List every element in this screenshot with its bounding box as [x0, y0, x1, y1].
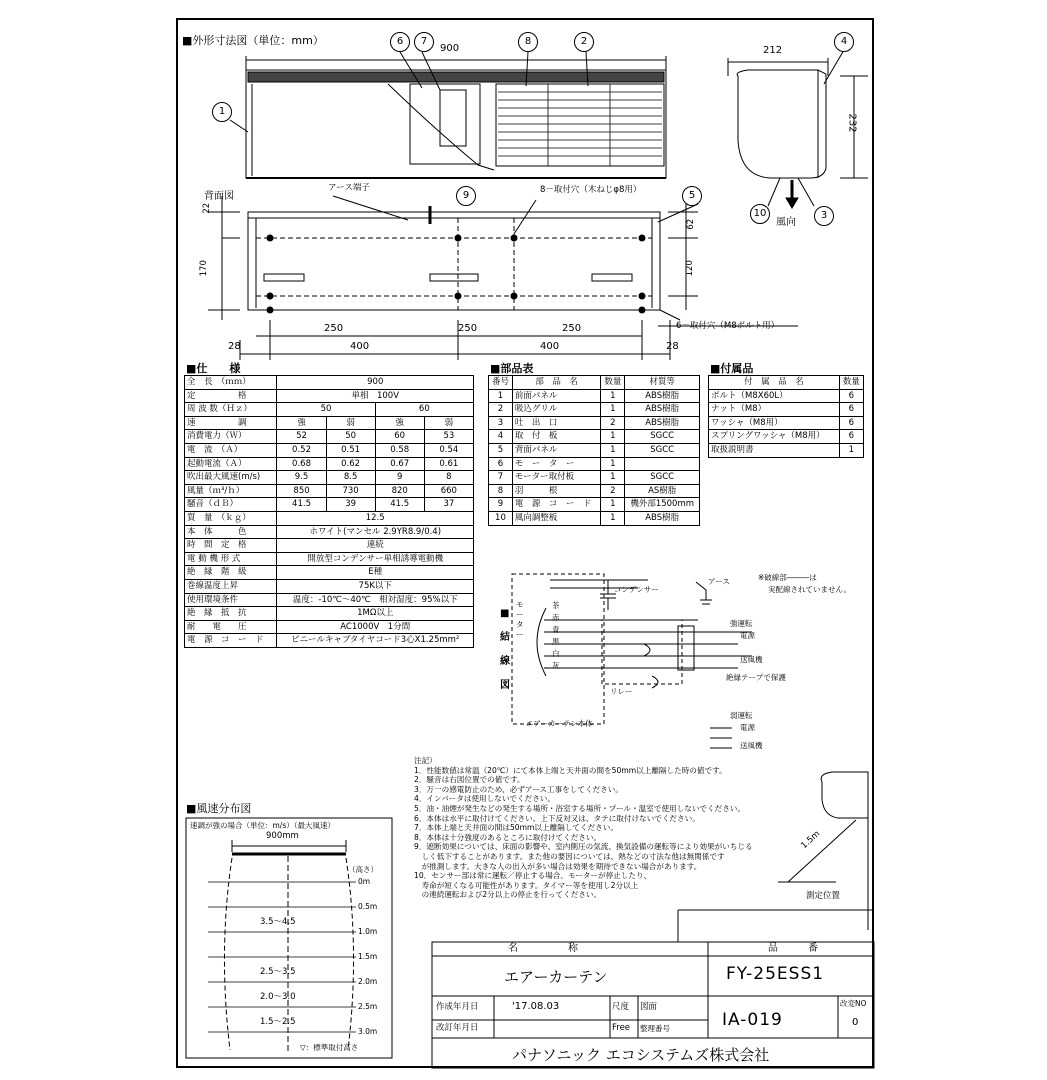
parts-cell: 羽 根	[512, 484, 601, 498]
relay-label: リレー	[610, 687, 633, 696]
parts-cell: 1	[601, 403, 625, 417]
tape-label: 絶縁テープで保護	[726, 673, 786, 682]
drawing-sheet	[176, 18, 874, 1068]
note-line: 4．インバータは使用しないでください。	[414, 794, 555, 804]
parts-header: 部 品 名	[512, 376, 601, 390]
parts-cell: SGCC	[625, 443, 700, 457]
spec-value: 39	[326, 498, 375, 512]
tb-doc-number: IA-019	[722, 1010, 783, 1030]
spec-label: 吹出最大風速(m/s)	[185, 471, 277, 485]
note-line: が推測します。大きな人の出入が多い場合は効果を期待できない場合があります。	[414, 861, 702, 871]
note-line: 7．本体上端と天井面の間は50mm以上離隔してください。	[414, 823, 618, 833]
parts-cell: ABS樹脂	[625, 511, 700, 525]
tb-drawing-header: 図面	[640, 1002, 658, 1012]
power-label-1: 電源	[740, 631, 755, 640]
note-line: 6．本体は水平に取付けてください。上下反対又は、タテに取付けないでください。	[414, 813, 700, 823]
spec-value: 850	[277, 484, 326, 498]
parts-cell: モ ー タ ー	[512, 457, 601, 471]
measure-position: 測定位置	[806, 891, 841, 901]
accessory-header: 付 属 品 名	[709, 376, 840, 390]
wind-level-label: 1.0m	[358, 927, 378, 936]
back-title: 背面図	[204, 191, 234, 202]
spec-row	[185, 593, 474, 607]
wind-title: ■風速分布図	[186, 802, 252, 815]
wind-level-label: 1.5m	[358, 952, 378, 961]
note-line: 8．本体は十分強度のあるところに取付けてください。	[414, 832, 602, 842]
parts-cell: 3	[489, 416, 513, 430]
spec-label: 絶 縁 階 級	[185, 566, 277, 580]
spec-label: 本 体 色	[185, 525, 277, 539]
parts-cell: ABS樹脂	[625, 416, 700, 430]
spec-row	[185, 457, 474, 471]
wind-value-2: 2.5～3.5	[260, 967, 296, 977]
accessory-cell: ナット（M8）	[709, 403, 840, 417]
spec-row	[185, 389, 474, 403]
spec-row	[185, 376, 474, 390]
parts-cell: SGCC	[625, 430, 700, 444]
table-row	[489, 498, 700, 512]
wire-gray: 灰	[552, 661, 560, 670]
dim-250-a: 250	[324, 323, 344, 334]
spec-value: 0.52	[277, 443, 326, 457]
dim-900: 900	[440, 43, 460, 54]
accessories-table	[708, 375, 864, 458]
spec-value: 60	[375, 430, 424, 444]
parts-cell: ABS樹脂	[625, 389, 700, 403]
spec-value: 660	[424, 484, 473, 498]
parts-cell: 2	[601, 484, 625, 498]
parts-cell: 取 付 板	[512, 430, 601, 444]
spec-value: 1MΩ以上	[277, 607, 474, 621]
wire-red: 赤	[552, 613, 560, 622]
parts-cell: 1	[601, 389, 625, 403]
parts-cell: 1	[601, 443, 625, 457]
spec-row	[185, 566, 474, 580]
note-line: 3．万一の感電防止のため、必ずアース工事をしてください。	[414, 784, 623, 794]
parts-header: 番号	[489, 376, 513, 390]
power-label-2: 電源	[740, 723, 755, 732]
fan-label-2: 送風機	[740, 741, 763, 750]
note-line: 1．性能数値は常温（20℃）にて本体上端と天井面の間を50mm以上離隔した時の値です。	[414, 765, 727, 775]
parts-header: 数量	[601, 376, 625, 390]
spec-label: 電 動 機 形 式	[185, 552, 277, 566]
spec-label: 定 格	[185, 389, 277, 403]
spec-value: 0.62	[326, 457, 375, 471]
body-label: エアーカーテン本体	[526, 719, 593, 728]
parts-table	[488, 375, 700, 526]
callout-3: 3	[814, 206, 834, 226]
dim-250-b: 250	[458, 323, 478, 334]
tb-product-name: エアーカーテン	[504, 968, 608, 986]
parts-cell: 8	[489, 484, 513, 498]
accessory-header: 数量	[839, 376, 863, 390]
spec-value: 0.54	[424, 443, 473, 457]
spec-row	[185, 484, 474, 498]
spec-value: 0.51	[326, 443, 375, 457]
parts-cell: 機外部1500mm	[625, 498, 700, 512]
parts-cell: 1	[601, 471, 625, 485]
spec-value: 0.58	[375, 443, 424, 457]
flow-label: 風向	[776, 217, 796, 228]
spec-value: ホワイト(マンセル 2.9YR8.9/0.4)	[277, 525, 474, 539]
note-line: 注記）	[414, 756, 437, 765]
spec-value: 強	[375, 416, 424, 430]
spec-value: 37	[424, 498, 473, 512]
spec-row	[185, 471, 474, 485]
wind-value-1: 3.5～4.5	[260, 917, 296, 927]
spec-row	[185, 579, 474, 593]
callout-10: 10	[750, 204, 770, 224]
note-line: 2．騒音は右図位置での値です。	[414, 775, 525, 785]
note-line: しく低下することがあります。また他の要因については、熱などの寸法な他は無関係です	[414, 851, 725, 861]
spec-value: 0.61	[424, 457, 473, 471]
spec-table	[184, 375, 474, 648]
wind-value-3: 2.0～3.0	[260, 992, 296, 1002]
wire-black: 黒	[552, 637, 560, 646]
parts-cell: 前面パネル	[512, 389, 601, 403]
parts-cell: 2	[601, 416, 625, 430]
notes-block	[414, 756, 753, 900]
wiring-legend-1: ※破線部―――は	[758, 573, 817, 582]
parts-cell: 5	[489, 443, 513, 457]
spec-row	[185, 498, 474, 512]
accessory-cell: ボルト（M8X60L）	[709, 389, 840, 403]
spec-value: 連続	[277, 539, 474, 553]
parts-cell	[625, 457, 700, 471]
callout-2: 2	[574, 32, 594, 52]
spec-label: 消費電力（Ｗ）	[185, 430, 277, 444]
dim-232: 232	[846, 113, 858, 133]
wind-level-label: 2.0m	[358, 977, 378, 986]
wind-subtitle: 速調が強の場合（単位：m/s）（最大風速）	[190, 821, 335, 830]
spec-value: 0.68	[277, 457, 326, 471]
spec-label: 巻線温度上昇	[185, 579, 277, 593]
callout-1: 1	[212, 102, 232, 122]
wind-width: 900mm	[266, 831, 299, 841]
spec-value: AC1000V 1分間	[277, 620, 474, 634]
tb-rev-number: 0	[852, 1017, 859, 1028]
motor-label: モーター	[516, 600, 524, 639]
spec-row	[185, 552, 474, 566]
tb-code-header: 品 番	[768, 943, 818, 954]
callout-5: 5	[682, 186, 702, 206]
spec-row	[185, 511, 474, 525]
tb-created-header: 作成年月日	[436, 1002, 479, 1012]
spec-value: 50	[326, 430, 375, 444]
earth-terminal-label: アース端子	[328, 183, 370, 193]
wire-white: 白	[552, 649, 560, 658]
spec-label: 風量（ｍ³/ｈ）	[185, 484, 277, 498]
spec-value: 820	[375, 484, 424, 498]
parts-cell: 1	[601, 511, 625, 525]
spec-value: 温度：-10℃～40℃ 相対湿度：95%以下	[277, 593, 474, 607]
table-row	[709, 389, 864, 403]
parts-cell: 1	[601, 430, 625, 444]
spec-value: 弱	[424, 416, 473, 430]
wind-level-label: 3.0m	[358, 1027, 378, 1036]
note-line: の連続運転および2分以上の停止を行ってください。	[414, 890, 602, 900]
spec-value: 41.5	[375, 498, 424, 512]
accessory-cell: スプリングワッシャ（M8用）	[709, 430, 840, 444]
parts-cell: 電 源 コ ー ド	[512, 498, 601, 512]
parts-cell: 6	[489, 457, 513, 471]
spec-label: 時 間 定 格	[185, 539, 277, 553]
wind-level-label: 2.5m	[358, 1002, 378, 1011]
dim-400-a: 400	[350, 341, 370, 352]
accessory-cell: 6	[839, 416, 863, 430]
wind-height-label: （高さ）	[348, 865, 378, 874]
spec-row	[185, 525, 474, 539]
parts-cell: 4	[489, 430, 513, 444]
callout-4: 4	[834, 32, 854, 52]
spec-value: 50	[277, 403, 375, 417]
fan-label-1: 送風機	[740, 655, 763, 664]
accessories-title: ■付属品	[710, 362, 754, 375]
dim-28-b: 28	[666, 341, 679, 352]
spec-label: 周 波 数（Ｈｚ）	[185, 403, 277, 417]
spec-label: 起動電流（Ａ）	[185, 457, 277, 471]
outline-title: ■外形寸法図（単位：mm）	[182, 34, 324, 47]
spec-value: 41.5	[277, 498, 326, 512]
spec-label: 騒音（ｄＢ）	[185, 498, 277, 512]
dim-120: 120	[684, 260, 695, 277]
callout-7: 7	[414, 32, 434, 52]
accessory-cell: 6	[839, 430, 863, 444]
strong-run-label: 強運転	[730, 619, 753, 628]
spec-label: 絶 縁 抵 抗	[185, 607, 277, 621]
spec-row	[185, 416, 474, 430]
weak-run-label: 弱運転	[730, 711, 753, 720]
parts-cell: ABS樹脂	[625, 403, 700, 417]
spec-value: 900	[277, 376, 474, 390]
tb-scale-value: Free	[612, 1023, 631, 1033]
spec-value: 12.5	[277, 511, 474, 525]
spec-row	[185, 620, 474, 634]
measure-distance: 1.5m	[799, 829, 823, 852]
spec-value: 8	[424, 471, 473, 485]
spec-row	[185, 607, 474, 621]
spec-label: 電 源 コ ー ド	[185, 634, 277, 648]
accessory-cell: 1	[839, 443, 863, 457]
spec-value: 53	[424, 430, 473, 444]
parts-cell: 10	[489, 511, 513, 525]
spec-label: 耐 電 圧	[185, 620, 277, 634]
tb-revised-header: 改訂年月日	[436, 1023, 479, 1033]
table-row	[709, 416, 864, 430]
wind-value-4: 1.5～2.5	[260, 1017, 296, 1027]
spec-title: ■仕 様	[186, 362, 241, 375]
wire-brown: 茶	[552, 601, 560, 610]
spec-value: 単相 100V	[277, 389, 474, 403]
parts-cell: 1	[601, 457, 625, 471]
callout-6: 6	[390, 32, 410, 52]
tb-company: パナソニック エコシステムズ株式会社	[512, 1046, 770, 1064]
spec-label: 速 調	[185, 416, 277, 430]
table-row	[489, 416, 700, 430]
callout-9: 9	[456, 186, 476, 206]
spec-value: 弱	[326, 416, 375, 430]
wiring-title: ■結線図	[500, 608, 510, 691]
spec-label: 電 流 （Ａ）	[185, 443, 277, 457]
spec-value: 8.5	[326, 471, 375, 485]
parts-cell: 吸込グリル	[512, 403, 601, 417]
mount-holes-8-label: 8－取付穴（木ねじφ8用）	[540, 185, 642, 195]
table-row	[489, 443, 700, 457]
tb-name-header: 名 称	[508, 943, 578, 954]
parts-title: ■部品表	[490, 362, 534, 375]
table-row	[489, 403, 700, 417]
parts-cell: 9	[489, 498, 513, 512]
spec-row	[185, 443, 474, 457]
dim-62: 62	[686, 218, 697, 230]
wire-blue: 青	[552, 625, 560, 634]
spec-value: ビニールキャブタイヤコード3心X1.25mm²	[277, 634, 474, 648]
accessory-cell: ワッシャ（M8用）	[709, 416, 840, 430]
table-row	[709, 430, 864, 444]
accessory-cell: 6	[839, 403, 863, 417]
dim-22: 22	[202, 202, 213, 214]
table-row	[709, 403, 864, 417]
dim-400-b: 400	[540, 341, 560, 352]
tb-rev-header: 改変NO	[840, 999, 867, 1008]
table-row	[489, 471, 700, 485]
tb-scale-header: 尺度	[612, 1002, 630, 1012]
wind-std-height: ▽：標準取付高さ	[300, 1043, 359, 1052]
parts-cell: 2	[489, 403, 513, 417]
spec-label: 質 量 （ｋｇ）	[185, 511, 277, 525]
spec-value: 9.5	[277, 471, 326, 485]
note-line: 寿命が短くなる可能性があります。タイマー等を使用し2分以上	[414, 880, 639, 890]
earth-label: アース	[708, 577, 730, 586]
spec-value: 52	[277, 430, 326, 444]
parts-cell: 7	[489, 471, 513, 485]
tb-ref-header: 整理番号	[640, 1024, 670, 1033]
spec-value: 強	[277, 416, 326, 430]
spec-row	[185, 430, 474, 444]
table-row	[489, 430, 700, 444]
parts-header: 材質等	[625, 376, 700, 390]
capacitor-label: コンデンサー	[614, 585, 659, 594]
parts-cell: モーター取付板	[512, 471, 601, 485]
dim-212: 212	[763, 45, 783, 56]
spec-value: 9	[375, 471, 424, 485]
parts-cell: 背面パネル	[512, 443, 601, 457]
spec-value: E種	[277, 566, 474, 580]
dim-28-a: 28	[228, 341, 241, 352]
note-line: 5．油・油煙が発生などの発生する場所・浴室する場所・プール・温室で使用しないでください。	[414, 803, 745, 813]
note-line: 10．センサー部は常に運転／停止する場合、モーターが停止したり、	[414, 871, 652, 881]
parts-cell: 1	[489, 389, 513, 403]
wind-level-label: 0m	[358, 877, 371, 886]
spec-value: 0.67	[375, 457, 424, 471]
note-line: 9．遮断効果については、床面の影響や、室内側圧の気流、換気設備の運転等により効果がいちじる	[414, 842, 753, 852]
accessory-cell: 取扱説明書	[709, 443, 840, 457]
parts-cell: 風向調整板	[512, 511, 601, 525]
table-row	[489, 457, 700, 471]
spec-value: 60	[375, 403, 473, 417]
wiring-legend-2: 実配線されていません。	[768, 585, 851, 594]
dim-170: 170	[198, 260, 209, 277]
spec-value: 75K以下	[277, 579, 474, 593]
spec-label: 使用環境条件	[185, 593, 277, 607]
spec-row	[185, 403, 474, 417]
wind-level-label: 0.5m	[358, 902, 378, 911]
parts-cell: 吐 出 口	[512, 416, 601, 430]
spec-value: 730	[326, 484, 375, 498]
callout-8: 8	[518, 32, 538, 52]
tb-created-date: '17.08.03	[512, 1001, 560, 1012]
accessory-cell: 6	[839, 389, 863, 403]
dim-250-c: 250	[562, 323, 582, 334]
parts-cell: SGCC	[625, 471, 700, 485]
parts-cell: 1	[601, 498, 625, 512]
spec-row	[185, 539, 474, 553]
table-row	[489, 484, 700, 498]
tb-product-code: FY-25ESS1	[726, 964, 825, 984]
table-row	[489, 389, 700, 403]
spec-label: 全 長 （ｍｍ）	[185, 376, 277, 390]
table-row	[709, 443, 864, 457]
table-row	[489, 511, 700, 525]
spec-value: 開放型コンデンサー単相誘導電動機	[277, 552, 474, 566]
spec-row	[185, 634, 474, 648]
mount-holes-6-label: 6－取付穴（M8ボルト用）	[676, 321, 780, 331]
parts-cell: AS樹脂	[625, 484, 700, 498]
